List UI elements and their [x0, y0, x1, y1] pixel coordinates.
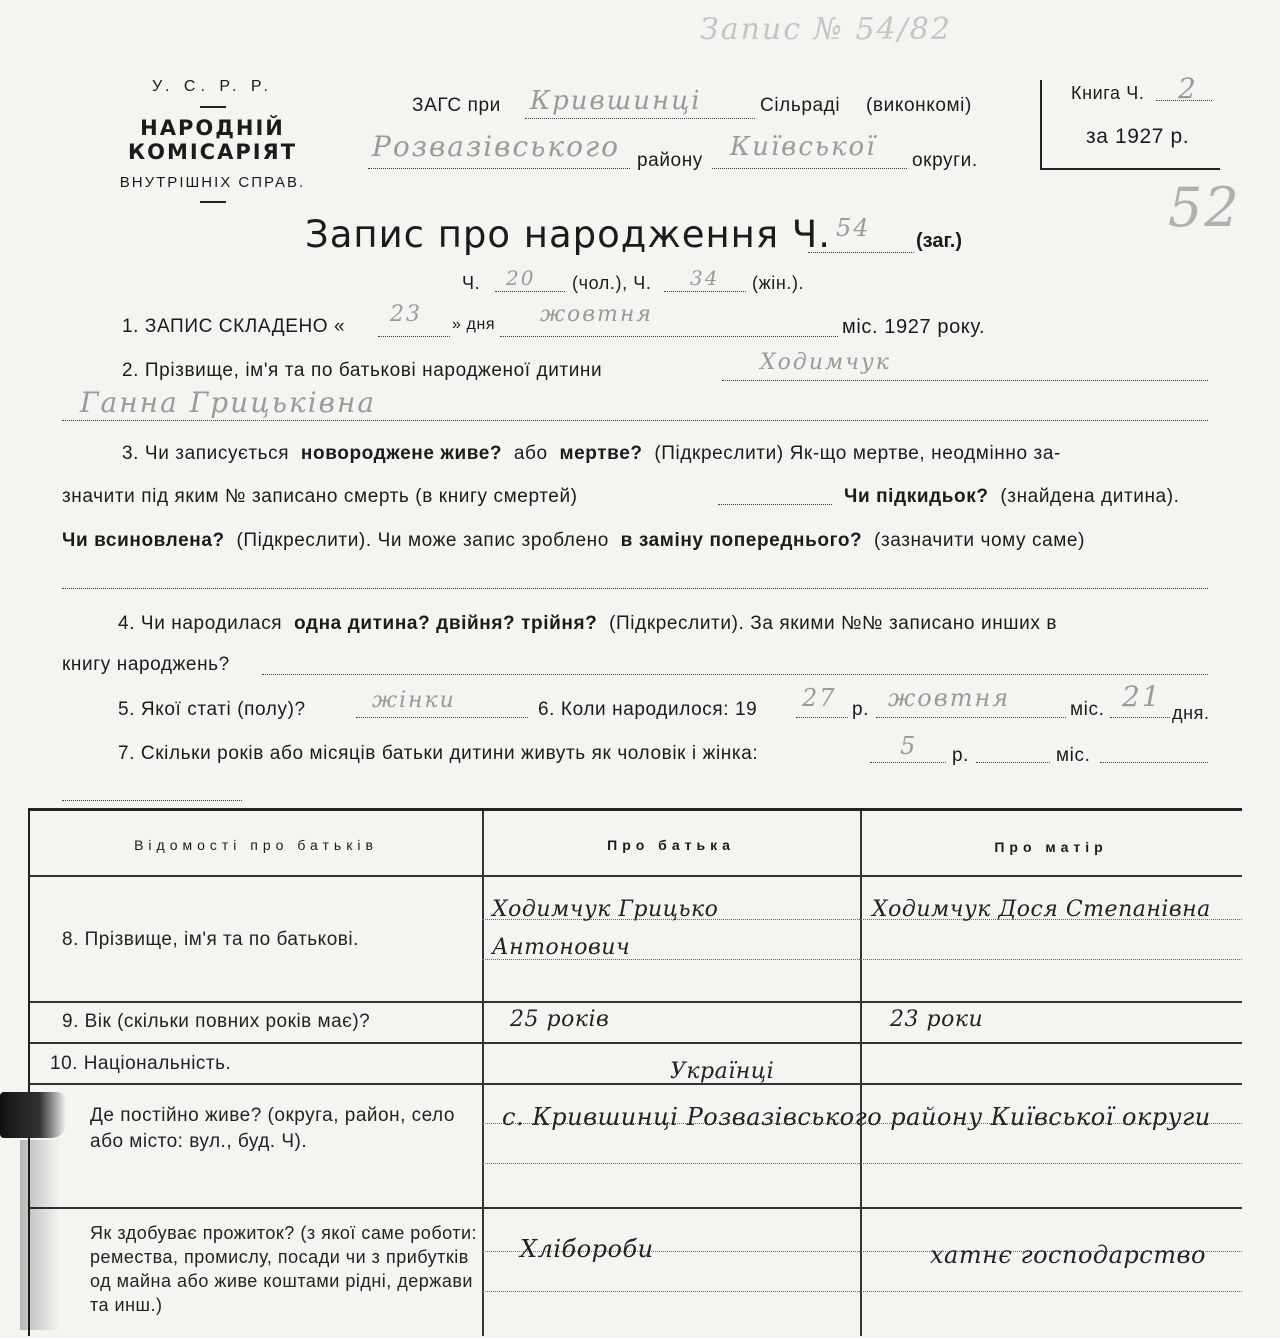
header-divider: [30, 875, 1242, 877]
item6-day-handwriting: 21: [1122, 680, 1162, 713]
item7-tail-field: [1100, 762, 1208, 763]
item6-dnya: дня.: [1172, 703, 1210, 723]
item2-field: [722, 380, 1208, 381]
item3-text: (зазначити чому саме): [874, 530, 1086, 551]
row11-label: Де постійно живе? (округа, район, село або місто: вул., буд. Ч).: [90, 1105, 455, 1152]
book-label: Книга Ч.: [1071, 83, 1145, 103]
district-handwriting: Розвазівського: [372, 130, 620, 163]
margin-number-handwriting: 52: [1168, 176, 1241, 239]
item6-year-field: [796, 717, 848, 718]
item3-dead-option: мертве?: [559, 443, 643, 464]
item3-text: (Підкреслити). Чи може запис зроблено: [236, 530, 609, 551]
record-number-field: [808, 252, 914, 253]
row12-label: Як здобуває прожиток? (з якої саме роботи: ремества, промислу, посади чи з прибутків од майна або живе коштами рідні, держави та инш.): [90, 1223, 478, 1315]
item6-r: р.: [852, 699, 870, 720]
item1-label: 1. ЗАПИС СКЛАДЕНО «: [122, 316, 346, 337]
item6-label: 6. Коли народилося: 19: [538, 699, 758, 720]
row9-label: 9. Вік (скільки повних років має)?: [62, 1011, 371, 1032]
row12-mother-handwriting: хатнє господарство: [930, 1241, 1206, 1269]
item2-label: 2. Прізвище, ім'я та по батькові народженої дитини: [122, 360, 603, 381]
item3-text: (знайдена дитина).: [1000, 486, 1180, 507]
okruha-label: округи.: [912, 150, 978, 171]
row8-label: 8. Прізвище, ім'я та по батькові.: [62, 929, 359, 950]
row11-handwriting: с. Крившинці Розвазівського району Київської округи: [502, 1103, 1211, 1131]
row-divider: [30, 1207, 1242, 1209]
item7-label: 7. Скільки років або місяців батьки дитини живуть як чоловік і жінка:: [118, 743, 759, 764]
ink-smudge: [0, 1092, 66, 1138]
col1-header: Відомості про батьків: [134, 837, 378, 853]
item5-label: 5. Якої статі (полу)?: [118, 699, 306, 720]
row9-mother-handwriting: 23 роки: [890, 1007, 984, 1032]
district-field: [368, 168, 630, 169]
okruha-handwriting: Київської: [730, 132, 877, 162]
male-count-field: [495, 291, 565, 292]
column-divider: [860, 811, 862, 1336]
female-count-field: [664, 291, 746, 292]
item3-replacement-option: в заміну попереднього?: [620, 530, 863, 551]
zags-village-handwriting: Крившинці: [530, 86, 702, 116]
row8-mother-handwriting: Ходимчук Дося Степанівна: [872, 897, 1211, 922]
item7-years-field: [870, 762, 946, 763]
item6-year-handwriting: 27: [802, 684, 837, 712]
item4-line1: [118, 613, 1057, 635]
item5-handwriting: жінки: [372, 688, 456, 713]
item2-surname-handwriting: Ходимчук: [760, 350, 891, 375]
item3-line2-text: значити під яким № записано смерть (в книгу смертей): [62, 486, 578, 507]
item4-field: [262, 674, 1208, 675]
row10-label: 10. Національність.: [50, 1053, 232, 1074]
item3-death-field: [718, 504, 832, 505]
item4-text: (Підкреслити). За якими №№ записано инших в: [609, 613, 1058, 634]
row-divider: [30, 1083, 1242, 1085]
item7-years-handwriting: 5: [900, 732, 918, 760]
item6-month-field: [876, 717, 1066, 718]
commissariat-title: НАРОДНІЙ КОМІСАРІЯТ: [127, 116, 298, 164]
item4-text: 4. Чи народилася: [118, 613, 283, 634]
item7-months-field: [976, 762, 1050, 763]
item6-day-field: [1110, 717, 1170, 718]
item2-field-line2: [62, 420, 1208, 421]
row8-father-handwriting: Ходимчук Грицько Антонович: [492, 897, 719, 960]
book-number-handwriting: 2: [1178, 72, 1198, 105]
item7-field-line2: [62, 800, 242, 801]
zags-vykonkom: (виконкомі): [866, 95, 972, 116]
zags-silradi: Сільраді: [760, 95, 841, 116]
divider: [200, 106, 226, 108]
row10-handwriting: Українці: [670, 1059, 775, 1084]
item1-day-field: [378, 336, 450, 337]
item1-month-handwriting: жовтня: [540, 302, 653, 327]
column-divider: [482, 811, 484, 1336]
item1-day-suffix: » дня: [452, 316, 496, 333]
page-title: Запис про народження Ч.: [305, 213, 832, 256]
republic-label: У. С. Р. Р.: [151, 78, 273, 95]
dotted-line: [482, 1163, 1242, 1164]
item4-options: одна дитина? двійня? трійня?: [293, 613, 598, 634]
male-count-handwriting: 20: [506, 266, 536, 290]
zags-village-field: [525, 118, 755, 119]
title-suffix: (заг.): [916, 230, 963, 252]
sub-ch-label: Ч.: [462, 273, 481, 293]
item3-adopted-option: Чи всиновлена?: [62, 530, 225, 551]
edge-shadow: [20, 1140, 60, 1330]
item5-field: [356, 717, 528, 718]
commissariat-subtitle: ВНУТРІШНІХ СПРАВ.: [119, 174, 306, 191]
item3-line1: [122, 443, 1061, 465]
item4-line2: книгу народжень?: [62, 654, 230, 675]
district-label: району: [637, 150, 703, 171]
zags-prefix: ЗАГС при: [412, 95, 501, 116]
item1-day-handwriting: 23: [390, 302, 422, 327]
row-divider: [30, 1001, 1242, 1003]
item3-foundling-option: Чи підкидьок?: [844, 486, 989, 507]
item6-month-handwriting: жовтня: [888, 684, 1011, 712]
item3-field: [62, 588, 1208, 589]
item3-text: 3. Чи записується: [122, 443, 290, 464]
item1-month-field: [500, 336, 838, 337]
item3-alive-option: новороджене живе?: [300, 443, 503, 464]
okruha-field: [712, 168, 907, 169]
row12-father-handwriting: Хлібороби: [520, 1235, 654, 1263]
female-count-label: (жін.).: [752, 273, 805, 293]
dotted-line: [482, 1291, 1242, 1292]
item7-r: р.: [952, 745, 970, 766]
record-number-handwriting: 54: [836, 214, 871, 242]
book-year: за 1927 р.: [1086, 125, 1190, 148]
col2-header: Про батька: [607, 837, 735, 853]
parents-table: [28, 808, 1242, 1336]
item7-mis: міс.: [1056, 745, 1091, 766]
item3-text: або: [513, 443, 548, 464]
male-count-label: (чол.), Ч.: [572, 273, 652, 293]
col3-header: Про матір: [994, 839, 1108, 855]
item1-end: міс. 1927 року.: [842, 316, 986, 338]
item6-mis: міс.: [1070, 699, 1105, 720]
divider: [200, 201, 226, 203]
issuer-block: [70, 78, 355, 211]
female-count-handwriting: 34: [690, 266, 720, 290]
row9-father-handwriting: 25 років: [510, 1007, 610, 1032]
item3-text: (Підкреслити) Як-що мертве, неодмінно за-: [654, 443, 1061, 464]
item3-line3: [62, 530, 1085, 552]
row-divider: [30, 1042, 1242, 1044]
item2-name-handwriting: Ганна Грицьківна: [80, 386, 377, 419]
top-handwritten-mark: Запис № 54/82: [700, 12, 952, 47]
